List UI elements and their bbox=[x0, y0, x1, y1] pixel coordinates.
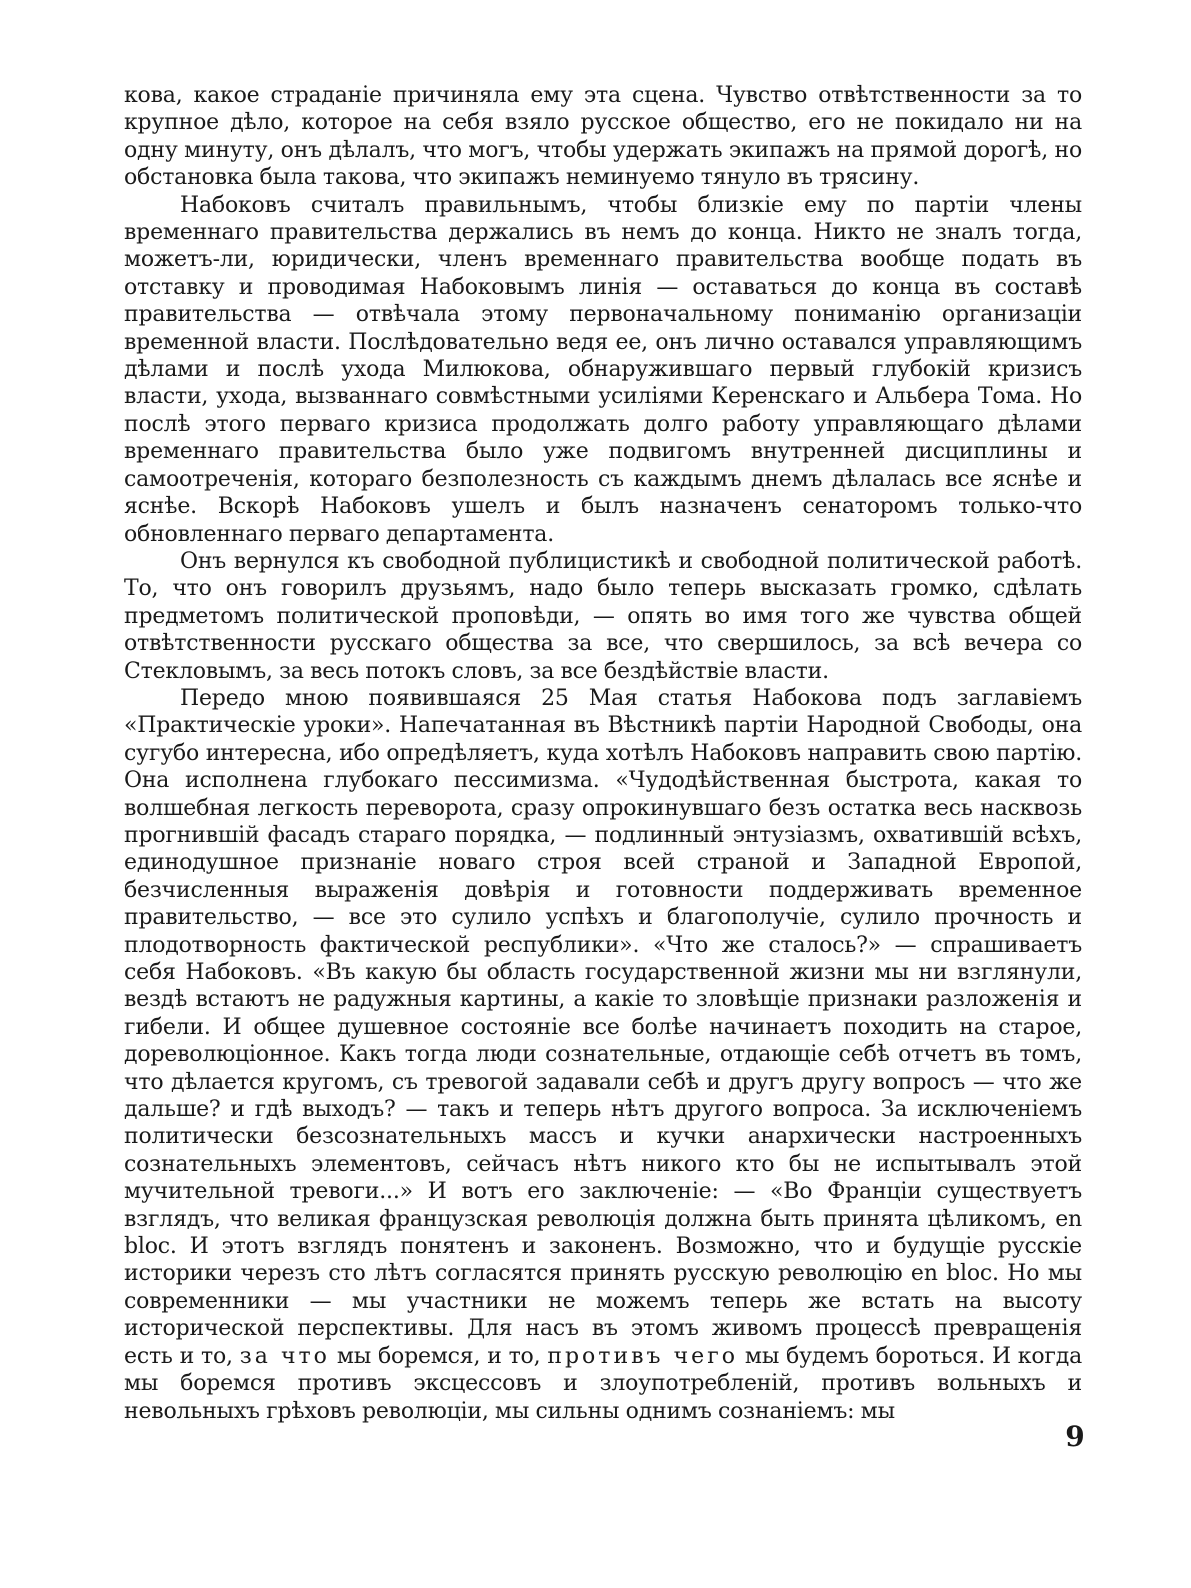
paragraph-4-text-after: мы будемъ бороться. И когда мы боремся противъ эксцессовъ и злоупотребленій, противъ вольныхъ и невольныхъ грѣховъ революціи, мы сильны однимъ сознаніемъ: мы bbox=[124, 1343, 1082, 1424]
paragraph-3: Онъ вернулся къ свободной публицистикѣ и свободной политической работѣ. То, что онъ говорилъ друзьямъ, надо было теперь высказать громко, сдѣлать предметомъ политической проповѣди, — опять во имя того же чувства общей отвѣтственности русскаго общества за все, что свершилось, за всѣ вечера со Стекловымъ, за весь потокъ словъ, за все бездѣйствіе власти. bbox=[124, 548, 1082, 684]
spaced-phrase-1: за что bbox=[239, 1343, 330, 1369]
page-number: 9 bbox=[1065, 1420, 1085, 1453]
spaced-phrase-2: противъ чего bbox=[547, 1343, 738, 1369]
paragraph-2: Набоковъ считалъ правильнымъ, чтобы близкіе ему по партіи члены временнаго правительства держались въ немъ до конца. Никто не зналъ тогда, можетъ-ли, юридически, членъ временнаго правительства вообще подать въ отставку и проводимая Набоковымъ линія — оставаться до конца въ составѣ правительства — отвѣчала этому первоначальному пониманію организаціи временной власти. Послѣдовательно ведя ее, онъ лично оставался управляющимъ дѣлами и послѣ ухода Милюкова, обнаружившаго первый глубокій кризисъ власти, ухода, вызваннаго совмѣстными усиліями Керенскаго и Альбера Тома. Но послѣ этого перваго кризиса продолжать долго работу управляющаго дѣлами временнаго правительства было уже подвигомъ внутренней дисциплины и самоотреченія, котораго безполезность съ каждымъ днемъ дѣлалась все яснѣе и яснѣе. Вскорѣ Набоковъ ушелъ и былъ назначенъ сенаторомъ только-что обновленнаго перваго департамента. bbox=[124, 192, 1082, 547]
paragraph-1: кова, какое страданіе причиняла ему эта сцена. Чувство отвѣтственности за то крупное дѣло, которое на себя взяло русское общество, его не покидало ни на одну минуту, онъ дѣлалъ, что могъ, чтобы удержать экипажъ на прямой дорогѣ, но обстановка была такова, что экипажъ неминуемо тянуло въ трясину. bbox=[124, 83, 1082, 191]
paragraph-4 bbox=[124, 685, 1082, 1425]
paragraph-4-text-before: Передо мною появившаяся 25 Мая статья Набокова подъ заглавіемъ «Практическіе уроки». Напечатанная въ Вѣстникѣ партіи Народной Свободы, она сугубо интересна, ибо опредѣляетъ, куда хотѣлъ Набоковъ направить свою партію. Она исполнена глубокаго пессимизма. «Чудодѣйственная быстрота, какая то волшебная легкость переворота, сразу опрокинувшаго безъ остатка весь насквозь прогнившій фасадъ стараго порядка, — подлинный энтузіазмъ, охватившій всѣхъ, единодушное признаніе новаго строя всей страной и Западной Европой, безчисленныя выраженія довѣрія и готовности поддерживать временное правительство, — все это сулило успѣхъ и благополучіе, сулило прочность и плодотворность фактической республики». «Что же сталось?» — спрашиваетъ себя Набоковъ. «Въ какую бы область государственной жизни мы ни взглянули, вездѣ встаютъ не радужныя картины, а какіе то зловѣщіе признаки разложенія и гибели. И общее душевное состояніе все болѣе начинаетъ походить на старое, дореволюціонное. Какъ тогда люди сознательные, отдающіе себѣ отчетъ въ томъ, что дѣлается кругомъ, съ тревогой задавали себѣ и другъ другу вопросъ — что же дальше? и гдѣ выходъ? — такъ и теперь нѣтъ другого вопроса. За исключеніемъ политически безсознательныхъ массъ и кучки анархически настроенныхъ сознательныхъ элементовъ, сейчасъ нѣтъ никого кто бы не испытывалъ этой мучительной тревоги...» И вотъ его заключеніе: — «Во Франціи существуетъ взглядъ, что великая французская революція должна быть принята цѣликомъ, en bloc. И этотъ взглядъ понятенъ и законенъ. Возможно, что и будущіе русскіе историки черезъ сто лѣтъ согласятся принять русскую революцію en bloc. Но мы современники — мы участники не можемъ теперь же встать на высоту исторической перспективы. Для насъ въ этомъ живомъ процессѣ превращенія есть и то, bbox=[124, 685, 1082, 1369]
body-text bbox=[124, 82, 1082, 1425]
paragraph-4-text-middle: мы боремся, и то, bbox=[336, 1343, 541, 1369]
